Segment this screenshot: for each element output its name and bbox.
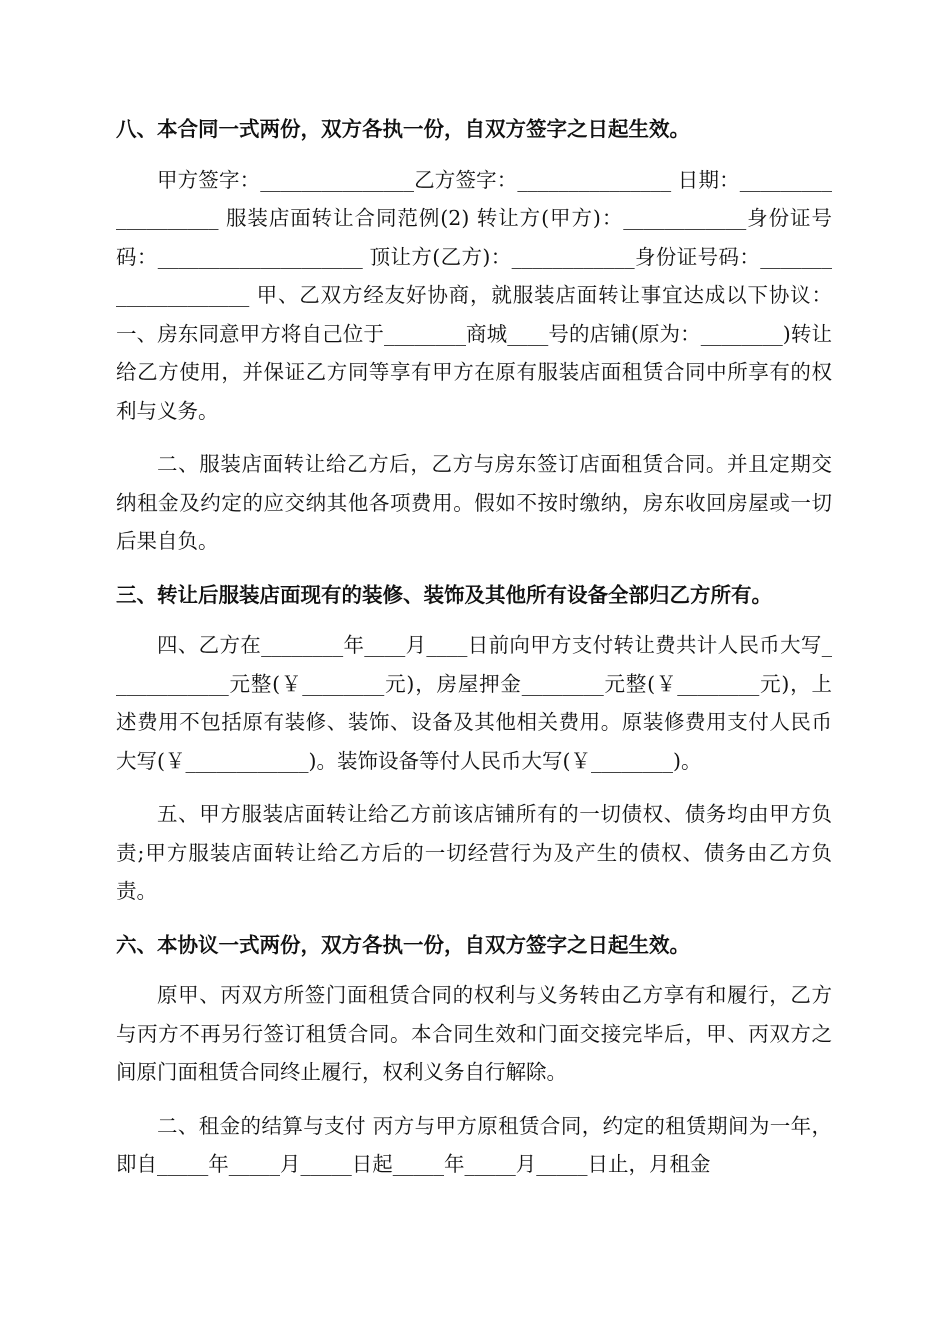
clause-3-equipment-ownership: 三、转让后服装店面现有的装修、装饰及其他所有设备全部归乙方所有。 xyxy=(116,582,772,607)
clause-5-debts: 五、甲方服装店面转让给乙方前该店铺所有的一切债权、债务均由甲方负责;甲方服装店面转让给乙方后的一切经营行为及产生的债权、债务由乙方负责。 xyxy=(116,802,832,903)
document-page xyxy=(116,110,832,1199)
clause-2-lease-contract: 二、服装店面转让给乙方后，乙方与房东签订店面租赁合同。并且定期交纳租金及约定的应交纳其他各项费用。假如不按时缴纳，房东收回房屋或一切后果自负。 xyxy=(116,452,832,553)
clause-4-transfer-fee: 四、乙方在________年____月____日前向甲方支付转让费共计人民币大写____________元整(￥________元)，房屋押金________元整(￥________元)，上述费用不包括原有装修、装饰、设备及其他相关费用。原装修费用支付人民币大写(￥____________)。装饰设备等付人民币大写(￥________)。 xyxy=(116,633,832,773)
clause-6-effective: 六、本协议一式两份，双方各执一份，自双方签字之日起生效。 xyxy=(116,932,690,957)
lease-rights-transfer: 原甲、丙双方所签门面租赁合同的权利与义务转由乙方享有和履行，乙方与丙方不再另行签订租赁合同。本合同生效和门面交接完毕后，甲、丙双方之间原门面租赁合同终止履行，权利义务自行解除。 xyxy=(116,983,832,1084)
signature-and-transfer-parties: 甲方签字：_______________乙方签字：_______________ 日期：___________________ 服装店面转让合同范例(2) 转让方(甲方)：____________身份证号码：____________________ 顶让方(乙方)：____________身份证号码：____________________ 甲、乙双方经友好协商，就服装店面转让事宜达成以下协议： 一、房东同意甲方将自己位于________商城____号的店铺(原为：________)转让给乙方使用，并保证乙方同等享有甲方在原有服装店面租赁合同中所享有的权利与义务。 xyxy=(116,167,832,423)
rent-settlement: 二、租金的结算与支付 丙方与甲方原租赁合同，约定的租赁期间为一年，即自_____年_____月_____日起_____年_____月_____日止，月租金 xyxy=(116,1113,832,1176)
clause-8-effective: 八、本合同一式两份，双方各执一份，自双方签字之日起生效。 xyxy=(116,117,690,141)
